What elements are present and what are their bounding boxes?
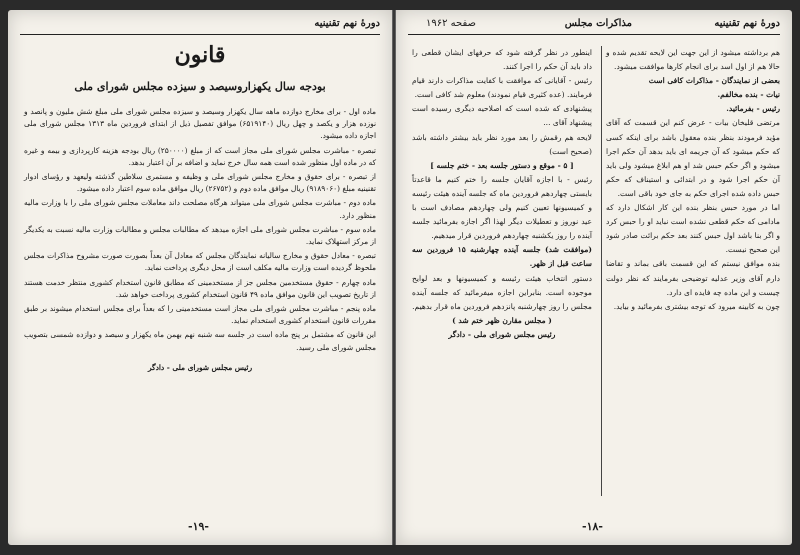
section-heading: [ ۵ - موقع و دستور جلسه بعد - ختم جلسه ]: [430, 160, 574, 170]
right-header-title: مذاکرات مجلس: [564, 18, 632, 29]
column-paragraph: اما در مورد حبس بنظر بنده این کار اشکال دارد که مادامی که حکم قطعی نشده است نباید او را حبس کرد و اگر بنا باشد اول حبس کنند بعد حکم برائت صادر شود این صحیح نیست.: [606, 203, 780, 255]
column-paragraph: رئیس - آقایانی که موافقت با کفایت مذاکرات دارند قیام فرمایند. (عده کثیری قیام نمودند) معلوم شد کافی است.: [412, 76, 592, 100]
column-paragraph: پیشنهادی که شده است که اصلاحیه دیگری رسیده است پیشنهاد آقای ...: [412, 104, 592, 128]
column-paragraph: لایحه هم رقمش را بعد مورد نظر باید بیشتر داشته باشد (صحیح است): [412, 132, 592, 156]
law-paragraph: از تبصره - برای حقوق و مخارج مجلس شورای ملی و وظیفه و مستمری سلاطین گذشته ولیعهد و رؤسای ادوار تقنینیه مبلغ (۹۱۸۹۰۶۰) ریال موافق ماده دوم و (۲۶۷۵۲) ریال موافق ماده سوم اعتبار داده میشود.: [24, 172, 376, 194]
right-page-number: -۱۸-: [582, 520, 603, 533]
session-end-note: ( مجلس مقارن ظهر ختم شد ): [452, 315, 552, 325]
column-paragraph: دستور انتخاب هیئت رئیسه و کمیسیونها و بعد لوایح موجوده است. بنابراین اجازه میفرمائید که جلسه آینده مجلس را روز چهارشنبه پانزدهم فروردین ماه قرار بدهیم.: [412, 273, 592, 311]
column-paragraph: مرتضی قلیخان بیات - عرض کنم این قسمت که آقای مؤید فرمودند بنظر بنده معقول باشد برای اینکه کسی که حکم میشود که آن جریمه ای باید بدهد آن حکم اجرا میشود و اگر حکم حبس شد او هم ابلاغ میشود ولی باید آن حکم اجرا شود و در ابتدائی و استیناف که حکم حبس داده شده اجرای حکم به جای خود باقی است.: [606, 118, 780, 198]
column-paragraph: بنده موافق نیستم که این قسمت باقی بماند و تقاضا دارم آقای وزیر عدلیه توضیحی بفرمایند که نظر دولت چیست و این ماده چه فایده ای دارد.: [606, 259, 780, 297]
column-paragraph: هم برداشته میشود از این جهت این لایحه تقدیم شده و حالا هم از اول اسد برای انجام کارها موافقت میشود.: [606, 48, 780, 72]
column-paragraph: نیات - بنده مخالفم.: [717, 90, 780, 100]
column-paragraph: رئیس - با اجازه آقایان جلسه را ختم کنیم ما قاعدتاً بایستی چهاردهم فروردین ماه که جلسه آینده هیئت رئیسه و کمیسیونها تعیین کنیم ولی چهاردهم مصادف است با عید نوروز و تعطیلات دیگر لهذا اگر اجازه بفرمائید جلسه آینده را روز یکشنبه چهاردهم فروردین قرار میدهیم.: [412, 174, 592, 241]
law-paragraph: تبصره - معادل حقوق و مخارج سالیانه نمایندگان مجلس که معادل آن بعداً بصورت صورت مشروح مذاکرات مجلس ملحوظ گردیده است وزارت مالیه مکلف است از محل دیگری پرداخت نماید.: [24, 251, 376, 273]
left-column: [412, 46, 592, 342]
right-page: [396, 10, 792, 545]
law-paragraph: ماده دوم - مباشرت مجلس شورای ملی میتواند هرگاه مصلحت داند معاملات مجلس شورای ملی را با وزارت مالیه منظور دارد.: [24, 198, 376, 220]
law-title: قانون: [174, 42, 226, 68]
left-header-term: دورهٔ نهم تقنينيه: [314, 18, 380, 29]
speaker-signature: رئیس مجلس شورای ملی - دادگر: [448, 329, 556, 339]
law-paragraph: تبصره - مباشرت مجلس شورای ملی مجاز است که از مبلغ (۲۵۰۰۰۰) ریال بودجه هزینه کارپردازی و بیمه و غیره که در ماده اول منظور شده است همه سال خرج نماید و اضافه بر آن اعتبار بدهد.: [24, 145, 376, 167]
law-paragraph: این قانون که مشتمل بر پنج ماده است در جلسه سه شنبه نهم بهمن ماه یکهزار و سیصد و دوازده شمسی بتصویب مجلس شورای ملی رسید.: [24, 330, 376, 352]
law-paragraph: ماده چهارم - حقوق مستخدمین مجلس جز از مستخدمینی که مطابق قانون استخدام کشوری منتظر خدمت هستند از تاریخ تصویب این قانون موافق ماده ۴۹ قانون استخدام کشوری پرداخت خواهد شد.: [24, 277, 376, 299]
right-header-rule: [408, 34, 780, 35]
law-subtitle: بودجه سال یکهزاروسیصد و سیزده مجلس شورای ملی: [74, 80, 326, 93]
right-header-term: دورهٔ نهم تقنینیه: [714, 18, 780, 29]
law-paragraph: ماده اول - برای مخارج دوازده ماهه سال یکهزار وسیصد و سیزده مجلس شورای ملی مبلغ شش ملیون و پانصد و نوزده هزار و یکصد و چهل ریال (۶۵۱۹۱۴۰) موافق تفصیل ذیل از ابتدای فروردین ماه ۱۳۱۳ مجلس شورای ملی اجازه داده میشود.: [24, 107, 377, 141]
right-column: [606, 46, 780, 314]
column-paragraph: اینطور در نظر گرفته شود که حرفهای ایشان قطعی را داد باید آن حکم را اجرا کنند.: [412, 48, 592, 72]
column-paragraph: بعضی از نمایندگان - مذاکرات کافی است: [648, 76, 780, 86]
left-header-rule: [20, 34, 380, 35]
right-header-page: صفحه ۱۹۶۲: [426, 18, 477, 29]
law-paragraph: ماده پنجم - مباشرت مجلس شورای ملی مجاز است مستخدمینی را که بعداً برای مجلس استخدام میشوند بر طبق مقررات قانون استخدام کشوری استخدام نماید.: [24, 304, 376, 326]
column-paragraph: چون به کابینه میرود که توجه بیشتری بفرمائید و بیاید.: [613, 301, 780, 311]
column-separator: [601, 46, 602, 496]
left-page-number: -۱۹-: [188, 520, 209, 533]
law-body: [24, 106, 376, 376]
left-page: [8, 10, 392, 545]
law-signature: رئیس مجلس شورای ملی - دادگر: [147, 362, 253, 372]
column-paragraph: رئیس - بفرمائید.: [726, 104, 780, 114]
law-paragraph: ماده سوم - مباشرت مجلس شورای ملی اجازه میدهد که مطالبات مجلس و مطالبات وزارت مالیه نسبت به یکدیگر از مرکز استهلاک نماید.: [24, 224, 376, 247]
column-paragraph: (موافقت شد) جلسه آینده چهارشنبه ۱۵ فروردین سه ساعت قبل از ظهر.: [412, 245, 592, 269]
